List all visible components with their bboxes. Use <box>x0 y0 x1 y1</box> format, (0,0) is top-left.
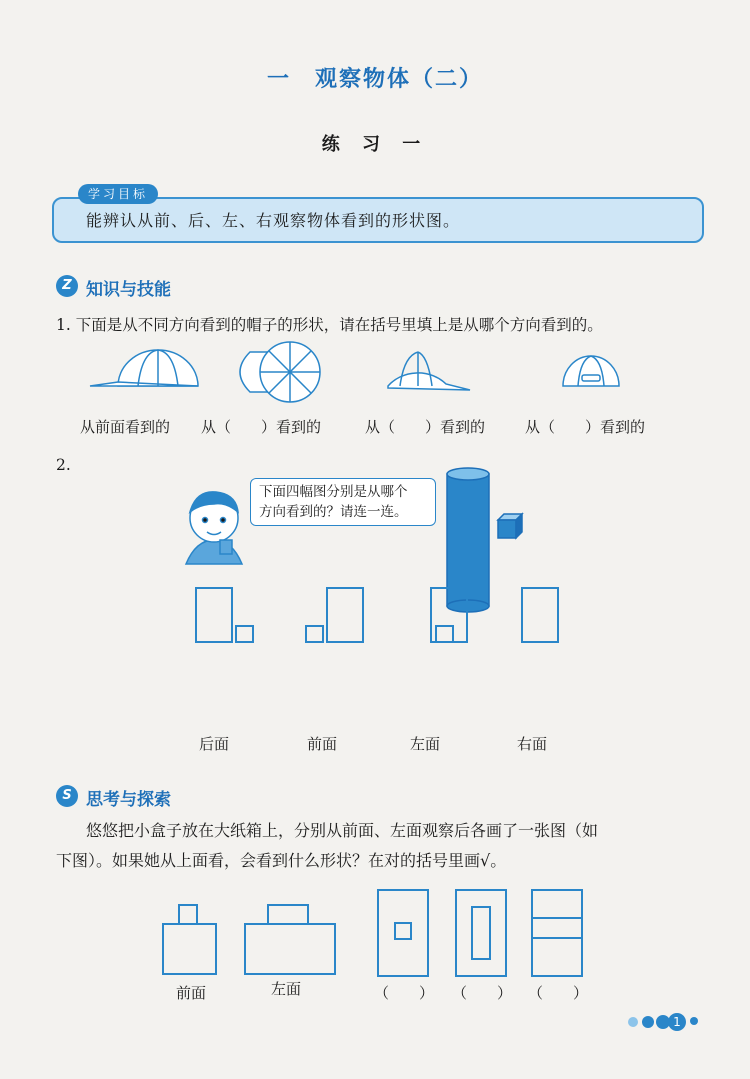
view-label-front[interactable]: 前面 <box>307 735 338 753</box>
chapter-title: 一 观察物体（二） <box>266 66 483 92</box>
goal-text: 能辨认从前、后、左、右观察物体看到的形状图。 <box>86 211 461 230</box>
hat-answer-3[interactable]: 从（ ）看到的 <box>365 418 486 436</box>
choice-1[interactable]: （ ） <box>374 984 435 1002</box>
speech-line-1: 下面四幅图分别是从哪个 <box>259 484 408 500</box>
hat-answer-2[interactable]: 从（ ）看到的 <box>201 418 322 436</box>
hat-answer-1: 从前面看到的 <box>80 418 171 436</box>
explore-text-line-1: 悠悠把小盒子放在大纸箱上，分别从前面、左面观察后各画了一张图（如 <box>86 821 599 840</box>
explore-icon: S <box>56 785 78 807</box>
view-label-right[interactable]: 右面 <box>517 735 548 753</box>
choice-3[interactable]: （ ） <box>528 984 589 1002</box>
section-explore-title: 思考与探索 <box>86 790 171 810</box>
box-view-left: 左面 <box>271 980 302 998</box>
page-dot-2 <box>642 1016 654 1028</box>
question-2-number: 2. <box>56 456 71 474</box>
box-view-front: 前面 <box>176 984 207 1002</box>
choice-2[interactable]: （ ） <box>452 984 513 1002</box>
section-knowledge-title: 知识与技能 <box>86 280 171 300</box>
view-label-left[interactable]: 左面 <box>410 735 441 753</box>
speech-line-2: 方向看到的？请连一连。 <box>259 504 408 520</box>
view-label-back[interactable]: 后面 <box>199 735 230 753</box>
explore-text-line-2: 下图）。如果她从上面看，会看到什么形状？在对的括号里画√。 <box>56 851 507 870</box>
hat-answer-4[interactable]: 从（ ）看到的 <box>525 418 646 436</box>
page-dot-1 <box>628 1017 638 1027</box>
knowledge-icon: Z <box>56 275 78 297</box>
exercise-title: 练 习 一 <box>321 134 429 155</box>
page-dot-4 <box>690 1017 698 1025</box>
goal-tag: 学习目标 <box>78 184 158 204</box>
question-1-text: 1. 下面是从不同方向看到的帽子的形状，请在括号里填上是从哪个方向看到的。 <box>56 316 603 334</box>
page-number: 1 <box>668 1013 686 1031</box>
